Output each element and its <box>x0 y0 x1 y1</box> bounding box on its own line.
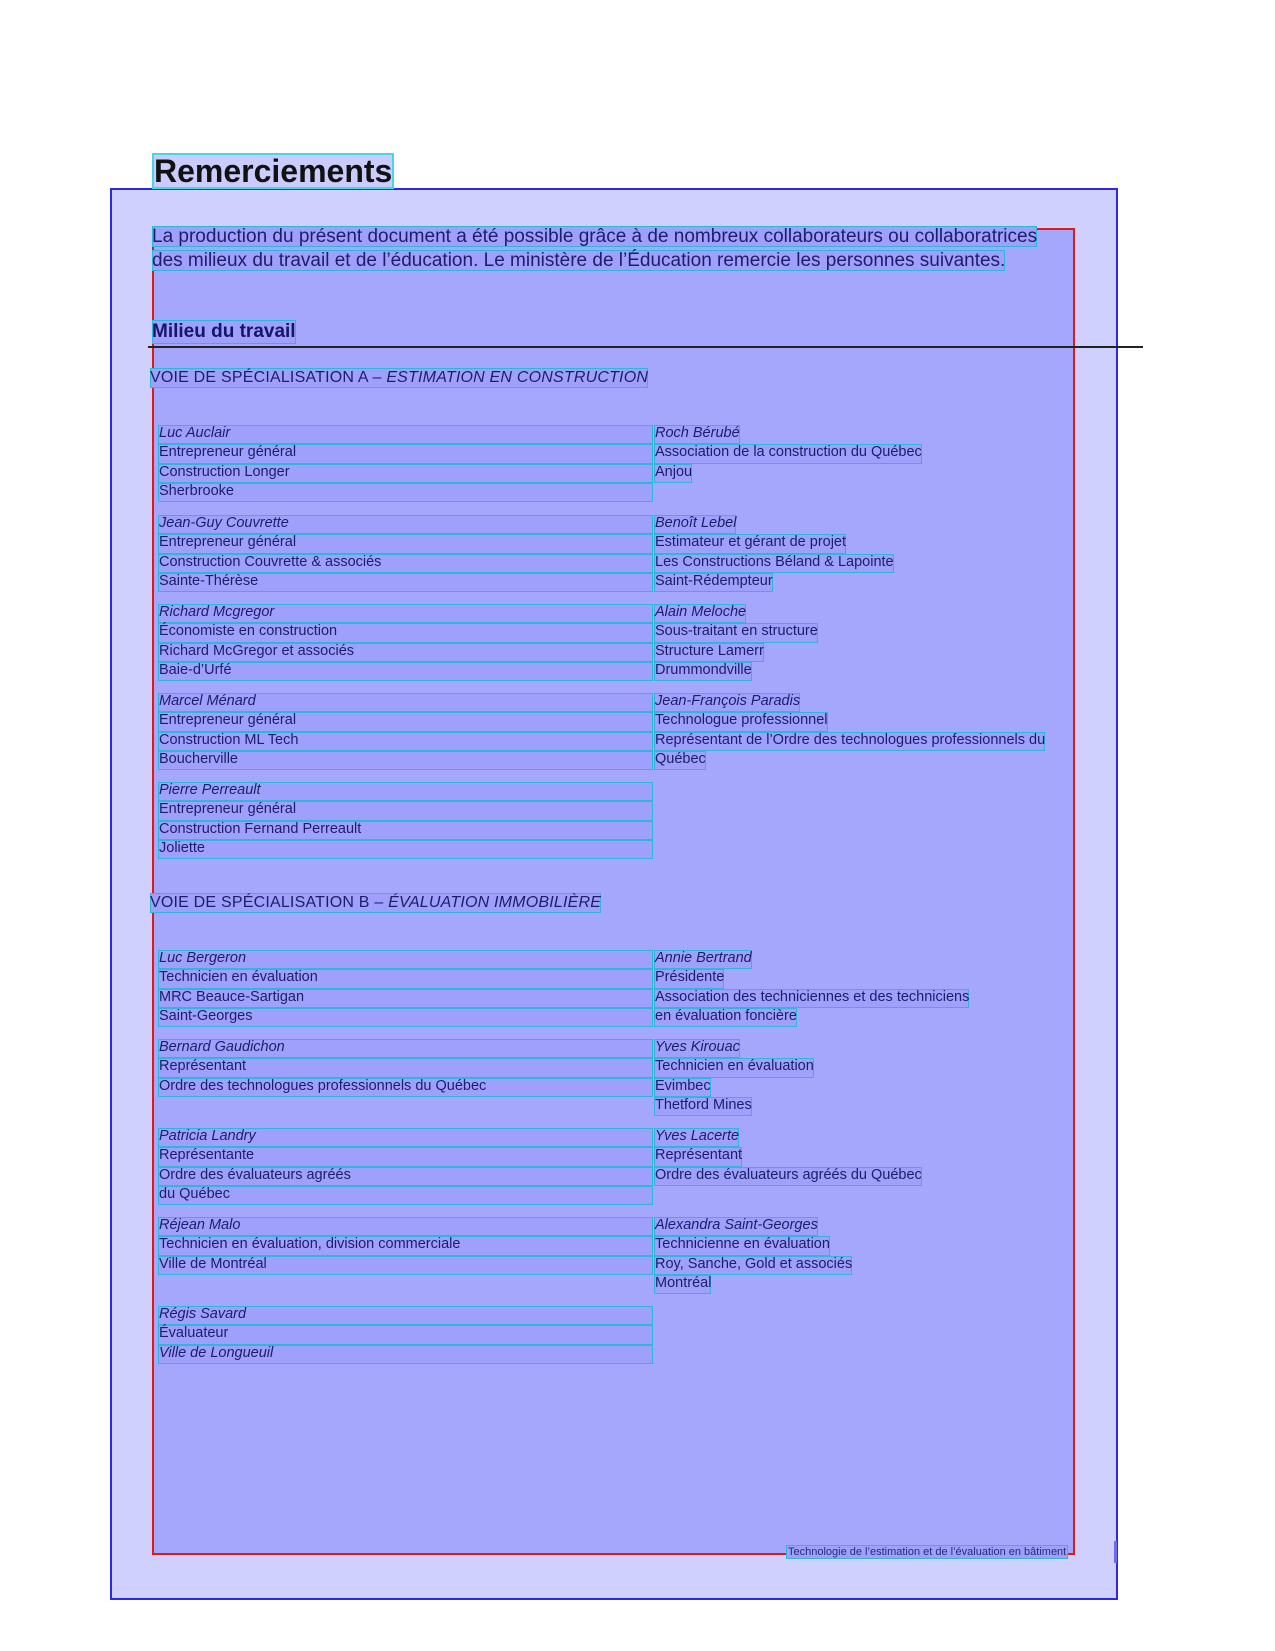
contact-name: Patricia Landry <box>158 1128 653 1147</box>
contact-name: Richard Mcgregor <box>158 604 653 623</box>
contact-city: Boucherville <box>158 751 653 770</box>
contact-name: Régis Savard <box>158 1306 653 1325</box>
contact-organization: Association de la construction du Québec <box>654 444 922 463</box>
contact-organization: Construction Couvrette & associés <box>158 554 653 573</box>
contact-role: Représentant <box>158 1058 653 1077</box>
contact-role: Entrepreneur général <box>158 801 653 820</box>
contact-role: Économiste en construction <box>158 623 653 642</box>
contact-name: Luc Bergeron <box>158 950 653 969</box>
contact-organization: Ville de Montréal <box>158 1256 653 1275</box>
contact-entry <box>158 1306 638 1364</box>
intro-line: La production du présent document a été possible grâce à de nombreux collaborateurs ou collaboratrices <box>152 226 1038 247</box>
contact-entry <box>158 1128 638 1205</box>
contact-organization: Ville de Longueuil <box>158 1345 653 1364</box>
contact-name: Alexandra Saint-Georges <box>654 1217 818 1236</box>
contact-name: Yves Kirouac <box>654 1039 740 1058</box>
contact-organization: Structure Lamerr <box>654 643 764 662</box>
voie-a-prefix: VOIE DE SPÉCIALISATION A – <box>150 369 387 386</box>
contact-role: Représentant <box>654 1147 742 1166</box>
contact-organization-cont: Québec <box>654 751 706 770</box>
contact-entry <box>158 1039 638 1097</box>
contact-city: Anjou <box>654 464 692 483</box>
contact-name: Alain Meloche <box>654 604 746 623</box>
contact-role: Technicien en évaluation <box>654 1058 814 1077</box>
contact-organization: MRC Beauce-Sartigan <box>158 989 653 1008</box>
page-title: Remerciements <box>154 153 393 189</box>
contact-entry <box>158 1217 638 1275</box>
contact-entry <box>654 950 1134 1027</box>
contact-organization: Les Constructions Béland & Lapointe <box>654 554 894 573</box>
contact-organization: Ordre des évaluateurs agréés du Québec <box>654 1167 922 1186</box>
page-footer: Technologie de l’estimation et de l’évaluation en bâtiment <box>788 1546 1067 1558</box>
contact-organization: Evimbec <box>654 1078 711 1097</box>
contact-city: Baie-d’Urfé <box>158 662 653 681</box>
voie-a-heading <box>150 368 648 388</box>
contact-organization-cont: en évaluation foncière <box>654 1008 797 1027</box>
contact-role: Technologue professionnel <box>654 712 828 731</box>
voie-a-title: ESTIMATION EN CONSTRUCTION <box>386 369 649 386</box>
contact-role: Présidente <box>654 969 724 988</box>
contact-organization: Roy, Sanche, Gold et associés <box>654 1256 852 1275</box>
contact-city: Thetford Mines <box>654 1097 752 1116</box>
contact-organization: Construction Longer <box>158 464 653 483</box>
contact-entry <box>158 693 638 770</box>
contact-entry <box>654 515 1134 592</box>
contact-entry <box>158 604 638 681</box>
contact-entry <box>158 515 638 592</box>
contact-entry <box>654 425 1134 483</box>
voie-b-heading <box>150 893 601 913</box>
contact-organization: Ordre des technologues professionnels du Québec <box>158 1078 653 1097</box>
contact-role: Technicien en évaluation, division commerciale <box>158 1236 653 1255</box>
contact-name: Pierre Perreault <box>158 782 653 801</box>
intro-paragraph <box>152 225 1142 273</box>
contact-role: Entrepreneur général <box>158 534 653 553</box>
contact-city: Drummondville <box>654 662 752 681</box>
contact-name: Yves Lacerte <box>654 1128 739 1147</box>
contact-entry <box>654 1128 1134 1186</box>
contact-city: Joliette <box>158 840 653 859</box>
contact-entry <box>158 425 638 502</box>
contact-role: Évaluateur <box>158 1325 653 1344</box>
contact-city: Saint-Rédempteur <box>654 573 773 592</box>
contact-city: Sherbrooke <box>158 483 653 502</box>
contact-organization-cont: du Québec <box>158 1186 653 1205</box>
contact-role: Estimateur et gérant de projet <box>654 534 846 553</box>
contact-role: Sous-traitant en structure <box>654 623 818 642</box>
section-heading: Milieu du travail <box>152 321 296 342</box>
contact-organization: Association des techniciennes et des techniciens <box>654 989 969 1008</box>
contact-city: Saint-Georges <box>158 1008 653 1027</box>
contact-name: Jean-Guy Couvrette <box>158 515 653 534</box>
voie-b-prefix: VOIE DE SPÉCIALISATION B – <box>150 894 389 911</box>
contact-city: Sainte-Thérèse <box>158 573 653 592</box>
contact-role: Technicien en évaluation <box>158 969 653 988</box>
contact-role: Entrepreneur général <box>158 444 653 463</box>
contact-organization: Construction Fernand Perreault <box>158 821 653 840</box>
contact-name: Benoît Lebel <box>654 515 736 534</box>
contact-role: Technicienne en évaluation <box>654 1236 830 1255</box>
contact-role: Entrepreneur général <box>158 712 653 731</box>
contact-name: Jean-François Paradis <box>654 693 800 712</box>
contact-name: Réjean Malo <box>158 1217 653 1236</box>
contact-entry <box>654 604 1134 681</box>
contact-entry <box>654 693 1134 770</box>
voie-b-title: ÉVALUATION IMMOBILIÈRE <box>388 894 602 911</box>
contact-name: Bernard Gaudichon <box>158 1039 653 1058</box>
contact-name: Luc Auclair <box>158 425 653 444</box>
contact-entry <box>158 950 638 1027</box>
contact-organization: Construction ML Tech <box>158 732 653 751</box>
contact-organization: Représentant de l’Ordre des technologues professionnels du <box>654 732 1045 751</box>
section-divider <box>148 346 1143 348</box>
contact-entry <box>654 1039 1134 1116</box>
footer-marker <box>1114 1541 1117 1563</box>
contact-role: Représentante <box>158 1147 653 1166</box>
contact-name: Annie Bertrand <box>654 950 752 969</box>
intro-line: des milieux du travail et de l’éducation. Le ministère de l’Éducation remercie les personnes suivantes. <box>152 250 1006 271</box>
contact-city: Montréal <box>654 1275 711 1294</box>
contact-entry <box>158 782 638 859</box>
contact-organization: Richard McGregor et associés <box>158 643 653 662</box>
contact-organization: Ordre des évaluateurs agréés <box>158 1167 653 1186</box>
contact-entry <box>654 1217 1134 1294</box>
contact-name: Marcel Ménard <box>158 693 653 712</box>
contact-name: Roch Bérubé <box>654 425 740 444</box>
